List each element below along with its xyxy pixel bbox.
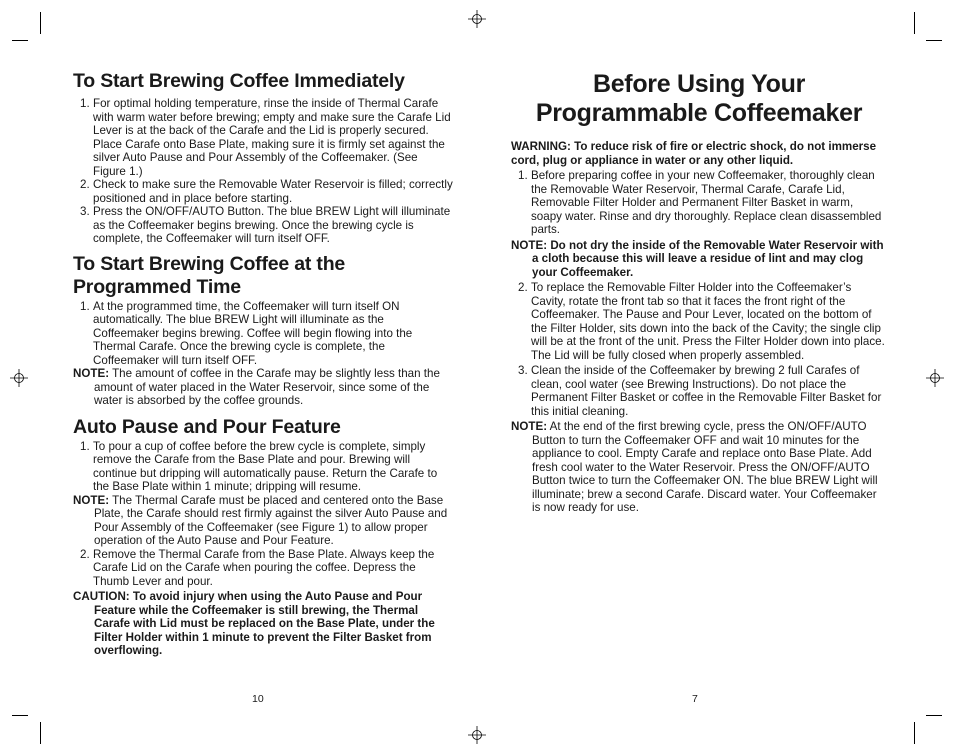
registration-mark-icon [926, 369, 944, 387]
page-number: 7 [692, 693, 698, 705]
crop-mark [926, 715, 942, 716]
crop-mark [926, 40, 942, 41]
numbered-step: 2. Remove the Thermal Carafe from the Base Plate. Always keep the Carafe Lid on the Carafe when pouring the coffee. Depress the Thumb Lever and pour. [80, 547, 435, 588]
warning-text: WARNING: To reduce risk of fire or electric shock, do not immerse cord, plug or appliance in water or any other liquid. [511, 140, 877, 167]
section-heading: To Start Brewing Coffee Immediately [73, 70, 405, 92]
crop-mark [914, 722, 915, 744]
numbered-step: 3. Clean the inside of the Coffeemaker by brewing 2 full Carafes of clean, cool water (see Brewing Instructions). Do not place the Permanent Filter Basket or coffee in the Removable Filter Basket for this initial cleaning. [518, 364, 882, 418]
left-page [73, 66, 453, 658]
numbered-step: 1. Before preparing coffee in your new Coffeemaker, thoroughly clean the Removable Water Reservoir, Thermal Carafe, Carafe Lid, Removable Filter Holder and Permanent Filter Basket in warm, soapy water. Rinse and dry thoroughly. Replace clean disassembled parts. [518, 169, 882, 236]
note: NOTE: The Thermal Carafe must be placed and centered onto the Base Plate, the Carafe should rest firmly against the silver Auto Pause and Pour Assembly of the Coffeemaker (see Figure 1) to allow proper operation of the Auto Pause and Pour Feature. [73, 493, 448, 547]
caution-note: CAUTION: To avoid injury when using the Auto Pause and Pour Feature while the Coffeemaker is still brewing, the Thermal Carafe with Lid must be replaced on the Base Plate, under the Filter Holder within 1 minute to prevent the Filter Basket from overflowing. [73, 590, 435, 657]
page-title-line: Programmable Coffeemaker [535, 99, 863, 127]
page-number: 10 [252, 693, 264, 705]
crop-mark [12, 40, 28, 41]
crop-mark [40, 12, 41, 34]
crop-mark [12, 715, 28, 716]
right-page [511, 66, 887, 515]
registration-mark-icon [468, 726, 486, 744]
note: NOTE: The amount of coffee in the Carafe may be slightly less than the amount of water placed in the Water Reservoir, since some of the water is absorbed by the coffee grounds. [73, 367, 440, 407]
section-heading: Auto Pause and Pour Feature [73, 415, 341, 438]
numbered-step: 1. For optimal holding temperature, rinse the inside of Thermal Carafe with warm water before brewing; empty and make sure the Carafe Lid Lever is at the back of the Carafe and the Lid is properly secured. Place Carafe onto Base Plate, making sure it is firmly set against the silver Auto Pause and Pour Assembly of the Coffeemaker. (See Figure 1.) [80, 97, 451, 178]
page-title [511, 70, 887, 128]
numbered-step: 2. Check to make sure the Removable Water Reservoir is filled; correctly positioned and in place before starting. [80, 178, 453, 205]
note: NOTE: Do not dry the inside of the Removable Water Reservoir with a cloth because this will leave a residue of lint and may clog your Coffeemaker. [511, 238, 884, 279]
note: NOTE: At the end of the first brewing cycle, press the ON/OFF/AUTO Button to turn the Coffeemaker OFF and wait 10 minutes for the appliance to cool. Empty Carafe and replace onto Base Plate. Add fresh cool water to the Water Reservoir. Press the ON/OFF/AUTO Button twice to turn the Coffeemaker ON. The blue BREW Light will illuminate; brew a second Carafe. Discard water. Your Coffeemaker is now ready for use. [511, 420, 878, 514]
numbered-step: 3. Press the ON/OFF/AUTO Button. The blue BREW Light will illuminate as the Coffeemaker begins brewing. Once the brewing cycle is complete, the Coffeemaker will turn itself OFF. [80, 205, 451, 245]
section-heading: To Start Brewing Coffee at the Programmed Time [73, 252, 346, 298]
numbered-step: 1. To pour a cup of coffee before the brew cycle is complete, simply remove the Carafe from the Base Plate and pour. Brewing will continue but dripping will automatically pause. Return the Carafe to the Base Plate within 1 minute; dripping will resume. [80, 439, 438, 493]
page-title-line: Before Using Your [592, 70, 806, 98]
registration-mark-icon [10, 369, 28, 387]
crop-mark [914, 12, 915, 34]
numbered-step: 2. To replace the Removable Filter Holder into the Coffeemaker’s Cavity, rotate the front tab so that it faces the front right of the Coffeemaker. The Pause and Pour Lever, located on the bottom of the Filter Holder, sits down into the back of the Cavity; the single clip will be at the front of the unit. Press the Filter Holder down into place. The Lid will be fully closed when properly assembled. [518, 281, 885, 362]
registration-mark-icon [468, 10, 486, 28]
numbered-step: 1. At the programmed time, the Coffeemaker will turn itself ON automatically. The blue BREW Light will illuminate as the Coffeemaker begins brewing. Coffee will begin flowing into the Thermal Carafe. Once the brewing cycle is complete, the Coffeemaker will turn itself OFF. [80, 299, 413, 367]
crop-mark [40, 722, 41, 744]
